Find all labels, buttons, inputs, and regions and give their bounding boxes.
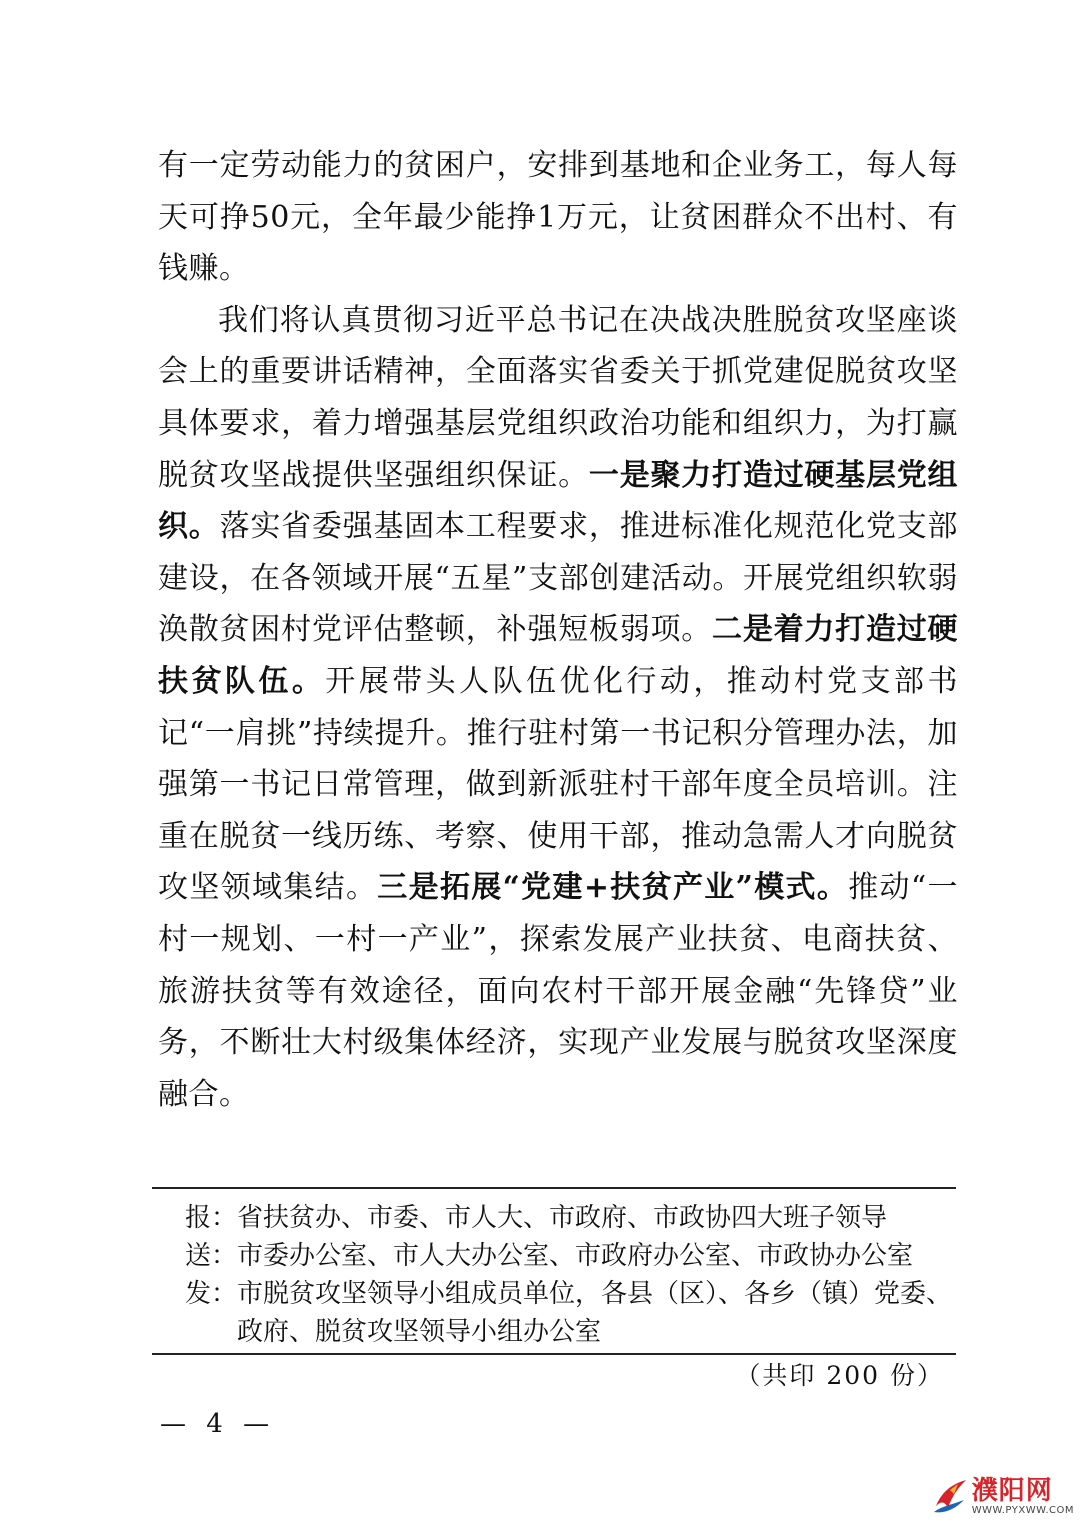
paragraph-text: 推动“一村一规划、一村一产业”，探索发展产业扶贫、电商扶贫、旅游扶贫等有效途径，面向农村干部开展金融“先锋贷”业务，不断壮大村级集体经济，实现产业发展与脱贫攻坚深度融合。 xyxy=(158,870,959,1112)
emphasis-text: 三是拓展“党建+扶贫产业”模式。 xyxy=(377,870,849,906)
distribution-top-rule xyxy=(152,1187,956,1189)
paragraph-text: 我们将认真贯彻习近平总书记在决战决胜脱贫攻坚座谈会上的重要讲话精神，全面落实省委关于抓党建促脱贫攻坚具体要求，着力增强基层党组织政治功能和组织力，为打赢脱贫攻坚战提供坚强组织保证。 xyxy=(158,302,958,493)
watermark-url: WWW.PYXWW.COM xyxy=(971,1505,1074,1516)
paragraph-text: 开展带头人队伍优化行动，推动村党支部书记“一肩挑”持续提升。推行驻村第一书记积分管理办法，加强第一书记日常管理，做到新派驻村干部年度全员培训。注重在脱贫一线历练、考察、使用干部，推动急需人才向脱贫攻坚领域集结。 xyxy=(158,663,959,906)
print-count: （共印 200 份） xyxy=(735,1361,944,1390)
report-to-line: 报：省扶贫办、市委、市人大、市政府、市政协四大班子领导 xyxy=(185,1203,888,1233)
paragraph-main xyxy=(158,295,958,1121)
send-to-line: 送：市委办公室、市人大办公室、市政府办公室、市政协办公室 xyxy=(185,1241,914,1271)
page-number: — 4 — xyxy=(160,1409,276,1439)
emphasis-text: 二是着力打造过硬扶贫队伍。 xyxy=(158,612,959,699)
issue-to-line-continued: 政府、脱贫攻坚领导小组办公室 xyxy=(237,1317,602,1347)
body-text xyxy=(158,140,958,1120)
watermark-logo-icon xyxy=(930,1476,970,1518)
issue-to-line: 发：市脱贫攻坚领导小组成员单位，各县（区）、各乡（镇）党委、 xyxy=(185,1279,953,1309)
distribution-bottom-rule xyxy=(152,1353,956,1355)
watermark-name: 濮阳网 xyxy=(971,1476,1053,1506)
paragraph-text: 落实省委强基固本工程要求，推进标准化规范化党支部建设，在各领域开展“五星”支部创建活动。开展党组织软弱涣散贫困村党评估整顿，补强短板弱项。 xyxy=(158,509,959,648)
site-watermark xyxy=(930,1476,1074,1518)
emphasis-text: 一是聚力打造过硬基层党组织。 xyxy=(158,457,959,545)
paragraph-continuation xyxy=(158,140,958,295)
paragraph-text: 有一定劳动能力的贫困户，安排到基地和企业务工，每人每天可挣50元，全年最少能挣1万元，让贫困群众不出村、有钱赚。 xyxy=(158,148,958,287)
